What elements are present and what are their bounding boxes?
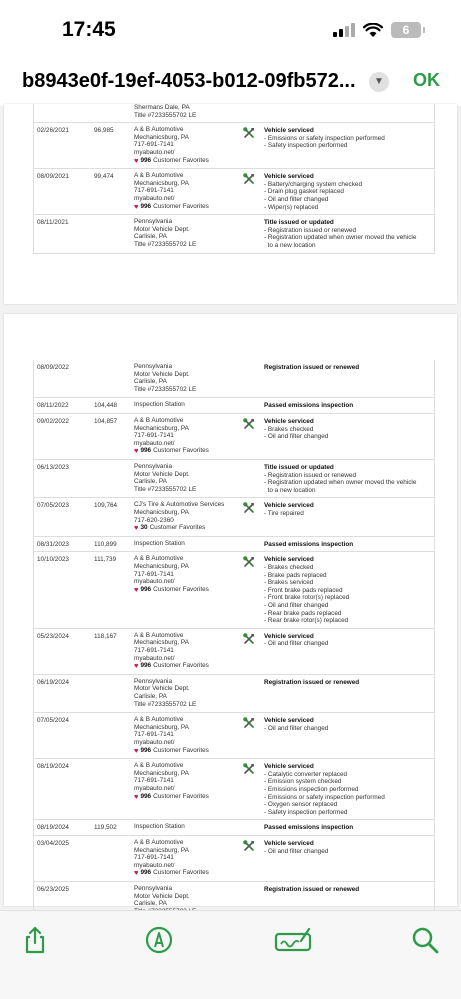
- source-line: Pennsylvania: [134, 218, 173, 226]
- date-cell: 05/23/2024: [37, 632, 69, 640]
- source-line: Mechanicsburg, PA: [134, 846, 189, 854]
- event-detail: - Rear brake rotor(s) replaced: [264, 617, 349, 625]
- event-detail: - Registration updated when owner moved the vehicle: [264, 479, 417, 487]
- details-cell: [264, 127, 434, 150]
- status-bar: [0, 0, 461, 60]
- source-line: Title #7233555702 LE: [134, 700, 197, 708]
- source-line: Motor Vehicle Dept.: [134, 225, 190, 233]
- event-detail: - Safety inspection performed: [264, 142, 348, 150]
- odometer-cell: 110,899: [94, 540, 117, 548]
- table-row: [34, 414, 434, 460]
- ok-button[interactable]: OK: [413, 70, 440, 90]
- favorites-count: 996: [140, 447, 152, 455]
- source-line: Inspection Station: [134, 539, 185, 547]
- favorites-label: Customer Favorites: [153, 792, 209, 800]
- source-line: Mechanicsburg, PA: [134, 424, 189, 432]
- date-cell: 08/09/2022: [37, 364, 69, 371]
- heart-icon: ♥: [134, 584, 139, 594]
- favorites-count: 996: [140, 585, 152, 593]
- source-line: Carlisle, PA: [134, 378, 167, 386]
- favorites-label: Customer Favorites: [149, 524, 206, 532]
- event-title: Vehicle serviced: [264, 502, 314, 510]
- source-line: Mechanicsburg, PA: [134, 723, 189, 731]
- table-row: [34, 104, 434, 123]
- source-line: myabauto.net/: [134, 148, 175, 156]
- customer-favorites: [134, 747, 238, 755]
- source-cell: [134, 172, 238, 210]
- heart-icon: ♥: [134, 868, 139, 878]
- signature-icon[interactable]: [274, 925, 312, 955]
- source-line: Inspection Station: [134, 823, 185, 831]
- source-line: Title #7233555702 LE: [134, 385, 197, 393]
- heart-icon: ♥: [134, 791, 139, 801]
- table-row: [34, 629, 434, 675]
- source-line: Carlisle, PA: [134, 233, 167, 241]
- bottom-toolbar: [0, 910, 461, 999]
- wifi-icon: [363, 23, 383, 38]
- battery-icon: 6: [391, 22, 421, 38]
- favorites-label: Customer Favorites: [153, 156, 209, 164]
- source-line: 717-691-7141: [134, 187, 174, 195]
- details-cell: [264, 717, 434, 732]
- source-line: A & B Automotive: [134, 172, 184, 180]
- source-line: Pennsylvania: [134, 363, 173, 370]
- details-cell: [264, 679, 434, 687]
- odometer-cell: 111,739: [94, 556, 117, 564]
- date-cell: 08/09/2021: [37, 173, 69, 181]
- date-cell: 08/19/2024: [37, 763, 69, 771]
- customer-favorites: [134, 447, 238, 455]
- event-detail: - Brakes serviced: [264, 579, 314, 587]
- share-icon[interactable]: [20, 925, 50, 955]
- event-title: Vehicle serviced: [264, 763, 314, 771]
- odometer-cell: 104,857: [94, 417, 118, 425]
- source-line: A & B Automotive: [134, 126, 184, 134]
- source-line: Mechanicsburg, PA: [134, 179, 189, 187]
- heart-icon: ♥: [134, 661, 139, 671]
- source-line: Motor Vehicle Dept.: [134, 370, 190, 378]
- table-row: [34, 460, 434, 498]
- favorites-count: 996: [140, 746, 152, 754]
- source-line: Pennsylvania: [134, 462, 173, 470]
- source-cell: [134, 716, 238, 754]
- source-line: 717-691-7141: [134, 646, 174, 654]
- details-cell: [264, 402, 434, 410]
- heart-icon: ♥: [134, 155, 139, 165]
- service-tools-icon: [243, 763, 255, 775]
- date-cell: 08/19/2024: [37, 824, 69, 832]
- source-line: A & B Automotive: [134, 762, 184, 770]
- cellular-signal-icon: [333, 23, 355, 37]
- source-line: Title #7233555702 LE: [134, 485, 197, 493]
- event-detail: - Oil and filter changed: [264, 640, 329, 648]
- details-cell: [264, 464, 434, 494]
- source-line: 717-691-7141: [134, 731, 174, 739]
- favorites-count: 996: [140, 792, 152, 800]
- event-detail: - Oil and filter changed: [264, 724, 329, 732]
- customer-favorites: [134, 869, 238, 877]
- source-line: myabauto.net/: [134, 578, 175, 586]
- details-cell: [264, 824, 434, 832]
- source-line: myabauto.net/: [134, 194, 175, 202]
- date-cell: 08/11/2021: [37, 219, 69, 227]
- date-cell: 08/11/2022: [37, 402, 69, 410]
- source-line: myabauto.net/: [134, 738, 175, 746]
- details-cell: [264, 541, 434, 549]
- date-cell: 10/10/2023: [37, 556, 69, 564]
- source-line: myabauto.net/: [134, 439, 175, 447]
- source-cell: [134, 678, 238, 708]
- source-cell: [134, 417, 238, 455]
- event-detail: - Rear brake pads replaced: [264, 609, 342, 617]
- source-line: Inspection Station: [134, 401, 185, 409]
- source-line: 717-691-7141: [134, 432, 174, 440]
- source-line: myabauto.net/: [134, 784, 175, 792]
- source-line: Mechanicsburg, PA: [134, 562, 189, 570]
- favorites-label: Customer Favorites: [153, 869, 209, 877]
- favorites-label: Customer Favorites: [153, 202, 209, 210]
- details-cell: [264, 840, 434, 855]
- source-line: Mechanicsburg, PA: [134, 508, 189, 516]
- event-detail: - Emissions or safety inspection performed: [264, 793, 385, 801]
- table-row: [34, 215, 434, 253]
- event-detail: - Oil and filter changed: [264, 847, 329, 855]
- event-title: Vehicle serviced: [264, 173, 314, 181]
- table-row: [34, 675, 434, 713]
- nav-bar: [0, 60, 461, 106]
- document-title[interactable]: b8943e0f-19ef-4053-b012-09fb572...: [22, 70, 356, 92]
- event-title: Registration issued or renewed: [264, 885, 360, 893]
- source-line: A & B Automotive: [134, 416, 184, 424]
- event-detail: to a new location: [264, 486, 316, 494]
- odometer-cell: 118,167: [94, 632, 117, 640]
- markup-icon[interactable]: [144, 925, 174, 955]
- event-title: Vehicle serviced: [264, 839, 314, 847]
- odometer-cell: 119,502: [94, 824, 117, 832]
- details-cell: [264, 418, 434, 441]
- service-tools-icon: [243, 717, 255, 729]
- date-cell: 02/26/2021: [37, 127, 69, 135]
- event-detail: - Safety inspection performed: [264, 808, 348, 816]
- favorites-label: Customer Favorites: [153, 662, 209, 670]
- event-detail: - Oil and filter changed: [264, 433, 329, 441]
- source-line: Motor Vehicle Dept.: [134, 892, 190, 900]
- event-detail: - Battery/charging system checked: [264, 180, 363, 188]
- event-title: Vehicle serviced: [264, 717, 314, 725]
- event-detail: - Emissions or safety inspection performed: [264, 134, 385, 142]
- favorites-label: Customer Favorites: [153, 447, 209, 455]
- source-line: A & B Automotive: [134, 555, 184, 563]
- source-cell: Shermans Dale, PA Title #7233555702 LE: [134, 104, 197, 119]
- source-line: 717-620-2360: [134, 516, 174, 524]
- table-row: [34, 169, 434, 215]
- table-row: [34, 360, 434, 398]
- table-row: [34, 836, 434, 882]
- source-cell: [134, 839, 238, 877]
- chevron-down-icon[interactable]: ▼: [369, 72, 389, 92]
- odometer-cell: 109,764: [94, 502, 118, 510]
- table-row: [34, 759, 434, 820]
- customer-favorites: [134, 586, 238, 594]
- document-page-2: [4, 314, 457, 906]
- source-line: 717-691-7141: [134, 777, 174, 785]
- service-tools-icon: [243, 840, 255, 852]
- source-cell: [134, 363, 238, 393]
- source-line: Motor Vehicle Dept.: [134, 685, 190, 693]
- details-cell: [264, 763, 434, 816]
- details-cell: [264, 173, 434, 211]
- event-detail: - Wiper(s) replaced: [264, 203, 319, 211]
- date-cell: 03/04/2025: [37, 839, 69, 847]
- odometer-cell: 104,448: [94, 402, 118, 410]
- status-time: 17:45: [62, 18, 116, 41]
- event-detail: - Oxygen sensor replaced: [264, 801, 338, 809]
- event-title: Title issued or updated: [264, 463, 334, 471]
- source-cell: [134, 401, 238, 409]
- source-cell: [134, 218, 238, 248]
- service-tools-icon: [243, 127, 255, 139]
- event-detail: - Registration issued or renewed: [264, 471, 356, 479]
- details-cell: [264, 556, 434, 624]
- event-detail: - Brakes checked: [264, 563, 314, 571]
- service-tools-icon: [243, 633, 255, 645]
- event-title: Passed emissions inspection: [264, 402, 354, 410]
- source-line: A & B Automotive: [134, 838, 184, 846]
- source-line: Pennsylvania: [134, 884, 173, 892]
- event-detail: - Drain plug gasket replaced: [264, 188, 344, 196]
- date-cell: 06/19/2024: [37, 678, 69, 686]
- favorites-count: 996: [140, 662, 152, 670]
- heart-icon: ♥: [134, 201, 139, 211]
- source-line: Carlisle, PA: [134, 900, 167, 908]
- event-detail: - Front brake rotor(s) replaced: [264, 594, 350, 602]
- source-line: 717-691-7141: [134, 141, 174, 149]
- source-line: A & B Automotive: [134, 716, 184, 724]
- date-cell: 07/05/2024: [37, 717, 69, 725]
- event-title: Passed emissions inspection: [264, 540, 354, 548]
- source-cell: [134, 540, 238, 548]
- service-tools-icon: [243, 418, 255, 430]
- customer-favorites: [134, 793, 238, 801]
- event-detail: to a new location: [264, 241, 316, 249]
- favorites-label: Customer Favorites: [153, 746, 209, 754]
- status-icons: [333, 22, 421, 38]
- date-cell: 08/31/2023: [37, 540, 69, 548]
- source-cell: [134, 126, 238, 164]
- source-line: 717-691-7141: [134, 854, 174, 862]
- source-line: Carlisle, PA: [134, 692, 167, 700]
- event-title: Registration issued or renewed: [264, 364, 360, 371]
- event-title: Vehicle serviced: [264, 632, 314, 640]
- heart-icon: ♥: [134, 446, 139, 456]
- source-line: Pennsylvania: [134, 677, 173, 685]
- event-title: Passed emissions inspection: [264, 824, 354, 832]
- source-line: Mechanicsburg, PA: [134, 639, 189, 647]
- document-page-1: [4, 104, 457, 304]
- source-line: Title #7233555702 LE: [134, 240, 197, 248]
- table-row: [34, 398, 434, 414]
- source-line: 717-691-7141: [134, 570, 174, 578]
- table-row: [34, 552, 434, 628]
- service-tools-icon: [243, 556, 255, 568]
- event-detail: - Brakes checked: [264, 425, 314, 433]
- source-line: Carlisle, PA: [134, 478, 167, 486]
- event-title: Registration issued or renewed: [264, 678, 360, 686]
- event-detail: - Registration issued or renewed: [264, 226, 356, 234]
- customer-favorites: [134, 524, 238, 532]
- service-tools-icon: [243, 173, 255, 185]
- event-detail: - Emissions inspection performed: [264, 785, 359, 793]
- event-detail: - Registration updated when owner moved the vehicle: [264, 234, 417, 242]
- heart-icon: ♥: [134, 745, 139, 755]
- event-detail: - Oil and filter changed: [264, 195, 329, 203]
- history-table: [33, 360, 435, 920]
- table-row: [34, 123, 434, 169]
- source-cell: [134, 501, 238, 531]
- source-line: A & B Automotive: [134, 631, 184, 639]
- favorites-count: 30: [140, 524, 148, 532]
- source-line: Motor Vehicle Dept.: [134, 470, 190, 478]
- service-tools-icon: [243, 502, 255, 514]
- odometer-cell: 96,985: [94, 127, 114, 135]
- source-line: CJ's Tire & Automotive Services: [134, 501, 225, 509]
- source-line: Mechanicsburg, PA: [134, 133, 189, 141]
- search-icon[interactable]: [410, 925, 440, 955]
- event-detail: - Emission system checked: [264, 778, 342, 786]
- favorites-count: 996: [140, 156, 152, 164]
- date-cell: 09/02/2022: [37, 417, 69, 425]
- event-detail: - Catalytic converter replaced: [264, 770, 348, 778]
- details-cell: [264, 633, 434, 648]
- date-cell: 06/13/2023: [37, 463, 69, 471]
- event-title: Vehicle serviced: [264, 417, 314, 425]
- details-cell: [264, 886, 434, 894]
- customer-favorites: [134, 157, 238, 165]
- table-row: [34, 713, 434, 759]
- source-cell: [134, 632, 238, 670]
- customer-favorites: [134, 203, 238, 211]
- event-title: Vehicle serviced: [264, 127, 314, 135]
- date-cell: 06/23/2025: [37, 885, 69, 893]
- event-title: Title issued or updated: [264, 219, 334, 227]
- favorites-label: Customer Favorites: [153, 585, 209, 593]
- favorites-count: 996: [140, 202, 152, 210]
- table-row: [34, 537, 434, 553]
- source-line: myabauto.net/: [134, 861, 175, 869]
- event-detail: - Oil and filter changed: [264, 601, 329, 609]
- source-cell: [134, 463, 238, 493]
- event-detail: - Front brake pads replaced: [264, 586, 343, 594]
- details-cell: [264, 219, 434, 249]
- heart-icon: ♥: [134, 523, 139, 533]
- customer-favorites: [134, 662, 238, 670]
- table-row: [34, 820, 434, 836]
- event-title: Vehicle serviced: [264, 556, 314, 564]
- source-cell: [134, 823, 238, 831]
- source-line: Mechanicsburg, PA: [134, 769, 189, 777]
- details-cell: [264, 502, 434, 517]
- date-cell: 07/05/2023: [37, 502, 69, 510]
- source-line: myabauto.net/: [134, 654, 175, 662]
- details-cell: [264, 364, 434, 372]
- event-detail: - Tire repaired: [264, 509, 304, 517]
- source-cell: [134, 555, 238, 593]
- source-cell: [134, 762, 238, 800]
- event-detail: - Brake pads replaced: [264, 571, 327, 579]
- odometer-cell: 99,474: [94, 173, 114, 181]
- history-table: [33, 104, 435, 254]
- table-row: [34, 498, 434, 536]
- favorites-count: 996: [140, 869, 152, 877]
